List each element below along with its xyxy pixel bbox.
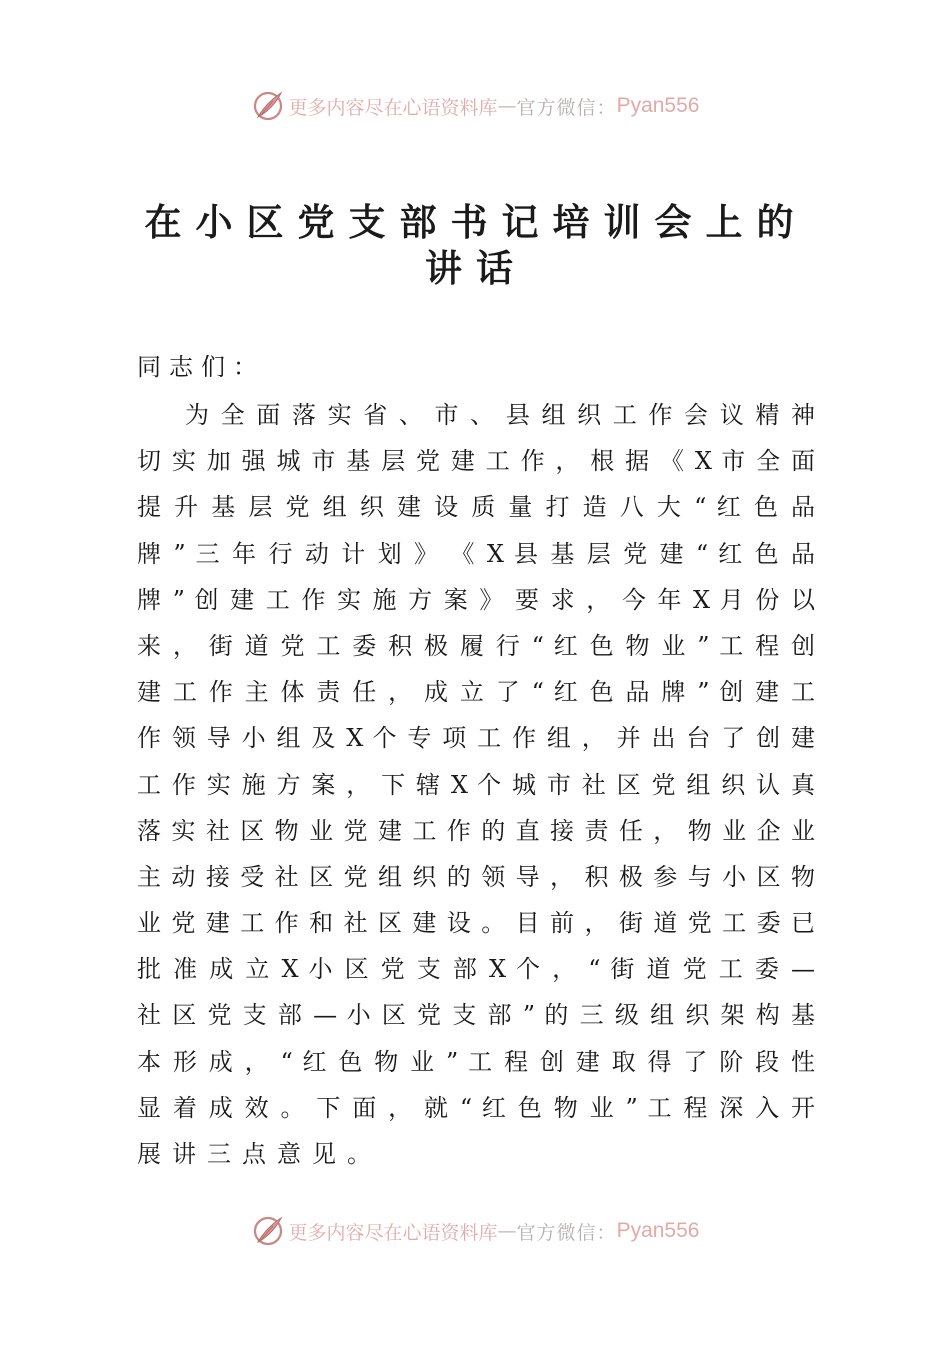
paragraph-line: 提​ 升​ 基​ 层​ 党​ 组​ 织​ 建​ 设​ 质​ 量​ 打​ 造​ 八​ 大​ “​ 红​ 色​ 品: [137, 493, 815, 522]
paragraph-line: 来​ ，​ 街​ 道​ 党​ 工​ 委​ 积​ 极​ 履​ 行​ “​ 红​ 色​ 物​ 业​ ”​ 工​ 程​ 创: [137, 631, 815, 660]
quill-logo-icon: [251, 89, 285, 123]
paragraph-line: 显​ 着​ 成​ 效​ 。​ 下​ 面​ ，​ 就​ “​ 红​ 色​ 物​ 业​ ”​ 工​ 程​ 深​ 入​ 开: [137, 1093, 815, 1122]
paragraph-line: 为​ 全​ 面​ 落​ 实​ 省​ 、​ 市​ 、​ 县​ 组​ 织​ 工​ 作​ 会​ 议​ 精​ 神: [185, 401, 815, 429]
paragraph-line: 业​ 党​ 建​ 工​ 作​ 和​ 社​ 区​ 建​ 设​ 。​ 目​ 前​ ，​ 街​ 道​ 党​ 工​ 委​ 已: [137, 909, 815, 938]
watermark-banner-top: [0, 86, 950, 126]
paragraph-line: 落​ 实​ 社​ 区​ 物​ 业​ 党​ 建​ 工​ 作​ 的​ 直​ 接​ 责​ 任​ ，​ 物​ 业​ 企​ 业: [137, 816, 815, 845]
title-line: 在小区党支部书记培训会上的: [144, 201, 808, 244]
watermark-wechat-label: 官方微信：: [516, 96, 617, 119]
watermark-separator: —: [497, 1220, 517, 1242]
salutation: 同志们：: [137, 353, 265, 381]
watermark-wechat-label: 官方微信：: [516, 1221, 617, 1244]
paragraph-line: 牌​ ”​ 创​ 建​ 工​ 作​ 实​ 施​ 方​ 案​ 》​ 要​ 求​ ，​ 今​ 年​ X​ 月​ 份​ 以: [137, 585, 815, 614]
paragraph-line: 建​ 工​ 作​ 主​ 体​ 责​ 任​ ，​ 成​ 立​ 了​ “​ 红​ 色​ 品​ 牌​ ”​ 创​ 建​ 工: [137, 678, 815, 707]
watermark-brand: 更多内容尽在心语资料库: [288, 1221, 498, 1244]
watermark-separator: —: [497, 95, 517, 117]
quill-logo-icon: [251, 1214, 285, 1248]
watermark-brand: 更多内容尽在心语资料库: [288, 96, 498, 119]
paragraph-line: 作​ 领​ 导​ 小​ 组​ 及​ X​ 个​ 专​ 项​ 工​ 作​ 组​ ，​ 并​ 出​ 台​ 了​ 创​ 建: [137, 724, 815, 753]
paragraph-line: 牌​ ”​ 三​ 年​ 行​ 动​ 计​ 划​ 》​ 《​ X​ 县​ 基​ 层​ 党​ 建​ “​ 红​ 色​ 品: [137, 539, 815, 568]
paragraph-line: 本​ 形​ 成​ ，​ “​ 红​ 色​ 物​ 业​ ”​ 工​ 程​ 创​ 建​ 取​ 得​ 了​ 阶​ 段​ 性: [137, 1047, 815, 1076]
paragraph-line: 切​ 实​ 加​ 强​ 城​ 市​ 基​ 层​ 党​ 建​ 工​ 作​ ，​ 根​ 据​ 《​ X​ 市​ 全​ 面: [137, 447, 815, 476]
title-line: 讲话: [425, 247, 527, 290]
watermark-banner-bottom: [0, 1211, 950, 1251]
watermark-wechat-id: Pyan556: [616, 94, 700, 117]
document-title: [137, 200, 815, 292]
paragraph-line: 展讲三点意见。: [137, 1140, 382, 1168]
paragraph-line: 批​ 准​ 成​ 立​ X​ 小​ 区​ 党​ 支​ 部​ X​ 个​ ，​ “​ 街​ 道​ 党​ 工​ 委​ —: [137, 955, 815, 984]
paragraph-line: 工​ 作​ 实​ 施​ 方​ 案​ ，​ 下​ 辖​ X​ 个​ 城​ 市​ 社​ 区​ 党​ 组​ 织​ 认​ 真: [137, 770, 815, 799]
watermark-wechat-id: Pyan556: [616, 1219, 700, 1242]
body-paragraph: [137, 395, 815, 1180]
paragraph-line: 社​ 区​ 党​ 支​ 部​ —​ 小​ 区​ 党​ 支​ 部​ ”​ 的​ 三​ 级​ 组​ 织​ 架​ 构​ 基: [137, 1001, 815, 1030]
paragraph-line: 主​ 动​ 接​ 受​ 社​ 区​ 党​ 组​ 织​ 的​ 领​ 导​ ，​ 积​ 极​ 参​ 与​ 小​ 区​ 物: [137, 862, 815, 891]
